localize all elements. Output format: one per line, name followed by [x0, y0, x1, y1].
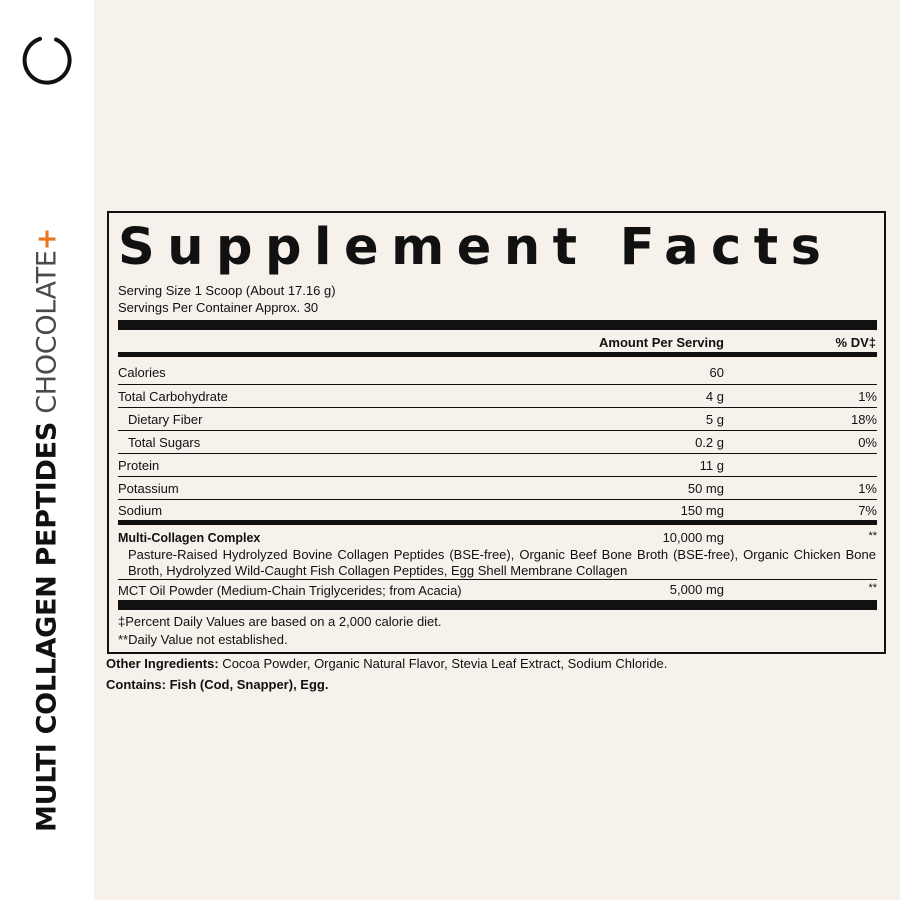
- nutrient-dv: 1%: [858, 481, 877, 496]
- nutrient-dv: 18%: [850, 412, 877, 427]
- contains: [106, 677, 328, 692]
- nutrient-amount: 150 mg: [680, 503, 724, 518]
- row-divider: [118, 476, 877, 477]
- ring-logo-icon: [20, 33, 74, 87]
- other-ingredients-label: Other Ingredients:: [106, 656, 219, 671]
- nutrient-name: Total Carbohydrate: [118, 389, 228, 404]
- footnote-dv: ‡Percent Daily Values are based on a 2,000 calorie diet.: [118, 614, 442, 629]
- nutrient-amount: 0.2 g: [695, 435, 724, 450]
- servings-per-container: Servings Per Container Approx. 30: [118, 300, 319, 315]
- nutrient-dv: 7%: [858, 503, 877, 518]
- nutrient-dv: 1%: [858, 389, 877, 404]
- row-divider: [118, 430, 877, 431]
- facts-title: Supplement Facts: [118, 218, 834, 277]
- nutrient-name: Calories: [118, 365, 166, 380]
- nutrient-name: Protein: [118, 458, 160, 473]
- row-divider: [118, 453, 877, 454]
- sidebar: [0, 0, 94, 900]
- product-name-bold: MULTI COLLAGEN PEPTIDES: [31, 422, 63, 832]
- thick-divider: [118, 600, 877, 610]
- row-divider: [118, 407, 877, 408]
- serving-size: Serving Size 1 Scoop (About 17.16 g): [118, 283, 336, 298]
- nutrient-amount: 4 g: [705, 389, 724, 404]
- nutrient-name: Potassium: [118, 481, 179, 496]
- row-divider: [118, 579, 877, 580]
- complex-amount: 10,000 mg: [662, 530, 724, 545]
- nutrient-amount: 60: [709, 365, 724, 380]
- footnote-not-established: **Daily Value not established.: [118, 632, 288, 647]
- nutrient-name: Dietary Fiber: [128, 412, 203, 427]
- complex-name: Multi-Collagen Complex: [118, 531, 261, 545]
- medium-divider: [118, 520, 877, 525]
- nutrient-amount: 50 mg: [687, 481, 724, 496]
- medium-divider: [118, 352, 877, 357]
- nutrient-amount: 5 g: [705, 412, 724, 427]
- nutrient-name: Total Sugars: [128, 435, 201, 450]
- header-amount: Amount Per Serving: [599, 335, 724, 350]
- complex-dv: **: [868, 530, 877, 542]
- product-name-vertical: [32, 228, 63, 832]
- other-ingredients: [106, 656, 667, 671]
- row-divider: [118, 499, 877, 500]
- nutrient-amount: 11 g: [699, 458, 724, 473]
- contains-text: Fish (Cod, Snapper), Egg.: [165, 677, 329, 692]
- complex-description: Pasture-Raised Hydrolyzed Bovine Collagen Peptides (BSE-free), Organic Beef Bone Broth (BSE-free), Organic Chicken Bone Broth, Hydrolyzed Wild-Caught Fish Collagen Peptides, Egg Shell Membrane Collagen: [128, 547, 876, 578]
- mct-name: MCT Oil Powder (Medium-Chain Triglycerides; from Acacia): [118, 583, 462, 598]
- nutrient-name: Sodium: [118, 503, 163, 518]
- header-dv: % DV‡: [835, 335, 876, 350]
- mct-dv: **: [868, 582, 877, 594]
- thick-divider: [118, 320, 877, 330]
- row-divider: [118, 384, 877, 385]
- nutrient-dv: 0%: [858, 435, 877, 450]
- other-ingredients-text: Cocoa Powder, Organic Natural Flavor, Stevia Leaf Extract, Sodium Chloride.: [218, 656, 668, 671]
- contains-label: Contains:: [106, 677, 166, 692]
- plus-mark: +: [31, 228, 63, 251]
- mct-amount: 5,000 mg: [669, 582, 724, 597]
- product-flavor: CHOCOLATE: [31, 250, 63, 414]
